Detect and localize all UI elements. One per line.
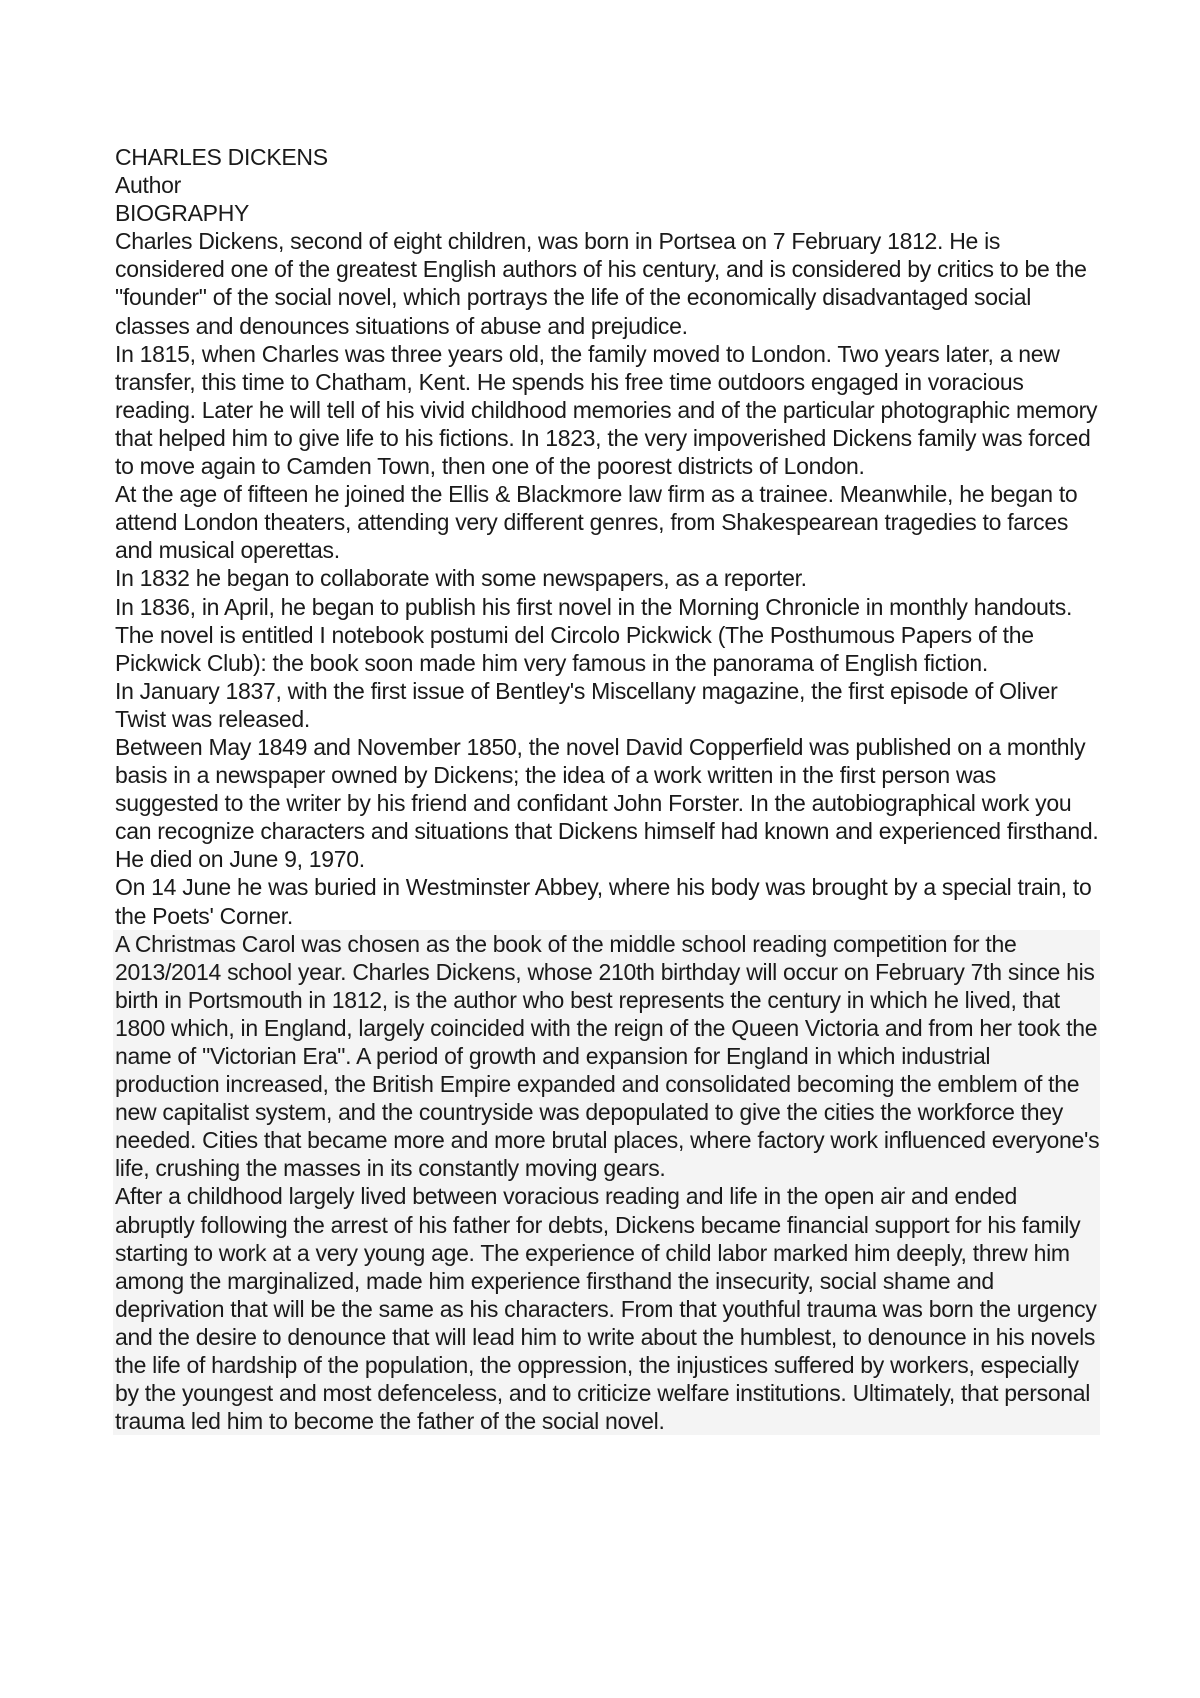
biography-paragraph: On 14 June he was buried in Westminster Abbey, where his body was brought by a special train, to the Poets' Corner. [115,874,1092,929]
biography-paragraph: In 1836, in April, he began to publish his first novel in the Morning Chronicle in monthly handouts. The novel is entitled I notebook postumi del Circolo Pickwick (The Posthumous Papers of the Pickwick Club): the book soon made him very famous in the panorama of English fiction. [115,593,1073,676]
document-page [115,143,1100,1435]
biography-paragraph: Charles Dickens, second of eight children, was born in Portsea on 7 February 1812. He is considered one of the greatest English authors of his century, and is considered by critics to be the "founder" of the social novel, which portrays the life of the economically disadvantaged social classes and denounces situations of abuse and prejudice. [115,228,1087,339]
author-name: CHARLES DICKENS [115,144,328,170]
biography-paragraph: In 1815, when Charles was three years old, the family moved to London. Two years later, a new transfer, this time to Chatham, Kent. He spends his free time outdoors engaged in voracious reading. Later he will tell of his vivid childhood memories and of the particular photographic memory that helped him to give life to his fictions. In 1823, the very impoverished Dickens family was forced to move again to Camden Town, then one of the poorest districts of London. [115,340,1098,480]
biography-paragraph: At the age of fifteen he joined the Ellis & Blackmore law firm as a trainee. Meanwhile, he began to attend London theaters, attending very different genres, from Shakespearean tragedies to farces and musical operettas. [115,481,1078,564]
biography-paragraph: In 1832 he began to collaborate with some newspapers, as a reporter. [115,565,807,592]
highlighted-section [113,930,1100,1436]
highlighted-paragraph: A Christmas Carol was chosen as the book of the middle school reading competition for the 2013/2014 school year. Charles Dickens, whose 210th birthday will occur on February 7th since his birth in Portsmouth in 1812, is the author who best represents the century in which he lived, that 1800 which, in England, largely coincided with the reign of the Queen Victoria and from her took the name of "Victorian Era". A period of growth and expansion for England in which industrial production increased, the British Empire expanded and consolidated becoming the emblem of the new capitalist system, and the countryside was depopulated to give the cities the workforce they needed. Cities that became more and more brutal places, where factory work influenced everyone's life, crushing the masses in its constantly moving gears. [115,930,1100,1182]
highlighted-paragraph: After a childhood largely lived between voracious reading and life in the open air and ended abruptly following the arrest of his father for debts, Dickens became financial support for his family starting to work at a very young age. The experience of child labor marked him deeply, threw him among the marginalized, made him experience firsthand the insecurity, social shame and deprivation that will be the same as his characters. From that youthful trauma was born the urgency and the desire to denounce that will lead him to write about the humblest, to denounce in his novels the life of hardship of the population, the oppression, the injustices suffered by workers, especially by the youngest and most defenceless, and to criticize welfare institutions. Ultimately, that personal trauma led him to become the father of the social novel. [115,1183,1097,1435]
biography-paragraph: Between May 1849 and November 1850, the novel David Copperfield was published on a monthly basis in a newspaper owned by Dickens; the idea of a work written in the first person was suggested to the writer by his friend and confidant John Forster. In the autobiographical work you can recognize characters and situations that Dickens himself had known and experienced firsthand. [115,733,1099,845]
biography-paragraph: In January 1837, with the first issue of Bentley's Miscellany magazine, the first episode of Oliver Twist was released. [115,677,1058,732]
biography-paragraph: He died on June 9, 1970. [115,846,365,873]
author-role: Author [115,172,181,199]
section-heading: BIOGRAPHY [115,200,250,227]
